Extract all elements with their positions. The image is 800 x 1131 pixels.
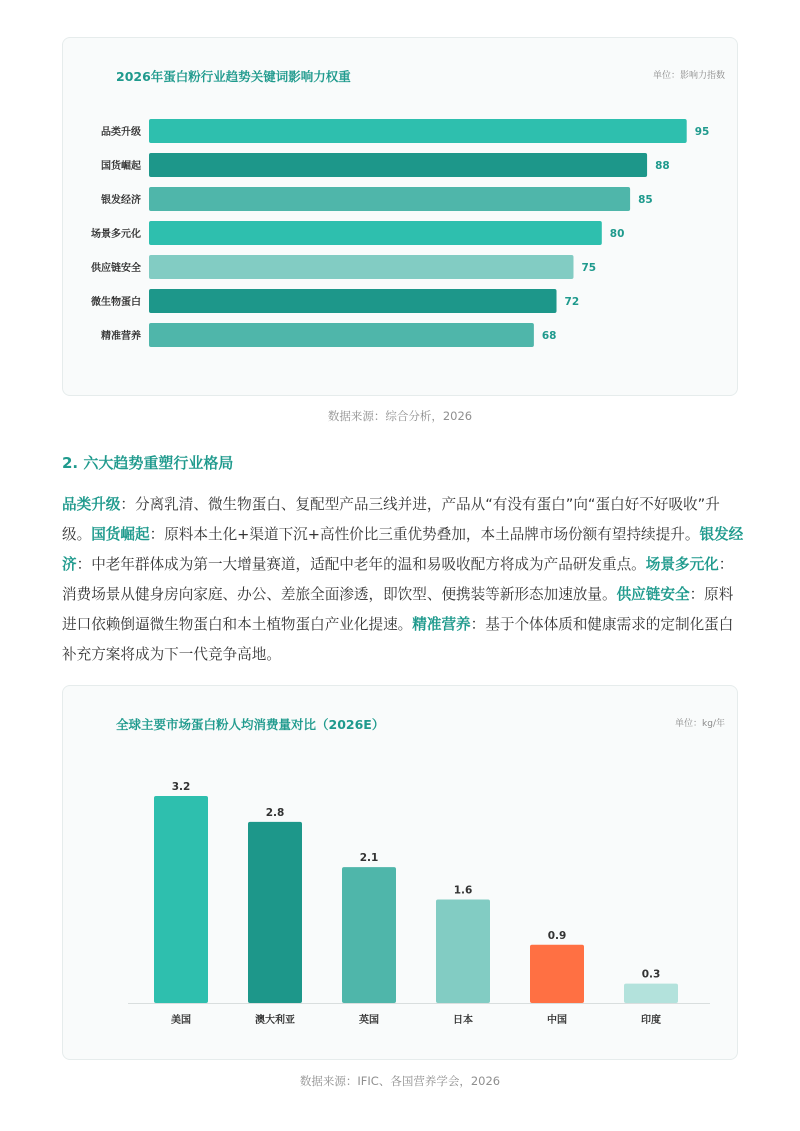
trend-text: ：基于个体体质和健康需求的定制化蛋白补充方案将成为下一代竞争高地。 [62,616,734,663]
bar [342,867,396,1003]
per-capita-consumption-chart [63,686,739,1061]
bar [149,221,602,245]
category-label: 印度 [641,1015,661,1026]
data-label: 85 [638,194,653,206]
trend-text: ：中老年群体成为第一大增量赛道，适配中老年的温和易吸收配方将成为产品研发重点。 [76,556,646,573]
bar [154,796,208,1003]
category-label: 英国 [359,1015,379,1026]
data-label: 0.3 [641,968,661,981]
trend-text: ：消费场景从健身房向家庭、办公、差旅全面渗透，即饮型、便携装等新形态加速放量。 [62,556,734,603]
data-label: 2.8 [265,806,285,819]
data-label: 2.1 [359,852,379,865]
trend-keyword: 供应链安全 [616,586,690,603]
trends-paragraph [62,490,746,670]
category-label: 美国 [171,1015,191,1026]
bar [149,323,534,347]
data-label: 75 [581,262,597,274]
chart2-source: 数据来源：IFIC、各国营养学会，2026 [299,1074,501,1088]
bar [149,119,687,143]
data-label: 3.2 [171,781,191,793]
data-label: 0.9 [547,929,567,942]
data-label: 68 [541,330,557,342]
category-label: 国货崛起 [101,161,141,172]
per-capita-consumption-chart-card [62,685,738,1060]
data-label: 80 [609,228,625,240]
bar [248,822,302,1003]
bar [149,153,647,177]
data-label: 95 [694,126,710,138]
category-label: 日本 [453,1015,473,1026]
trend-keyword: 品类升级 [62,496,121,513]
data-label: 88 [655,160,670,172]
bar [149,187,630,211]
chart1-source: 数据来源：综合分析，2026 [327,409,473,423]
category-label: 微生物蛋白 [91,297,141,308]
keyword-weight-chart-card [62,37,738,396]
bar [624,984,678,1003]
section-heading: 2. 六大趋势重塑行业格局 [62,454,234,472]
chart2-title: 全球主要市场蛋白粉人均消费量对比（2026E） [116,717,385,732]
bar [149,255,574,279]
trend-keyword: 场景多元化 [645,556,719,573]
category-label: 澳大利亚 [255,1015,295,1026]
trend-keyword: 国货崛起 [91,526,150,543]
category-label: 供应链安全 [91,263,141,274]
trend-text: ：原料进口依赖倒逼微生物蛋白和本土植物蛋白产业化提速。 [62,586,734,633]
trend-keyword: 银发经济 [62,526,744,573]
chart1-unit: 单位：影响力指数 [652,71,725,81]
category-label: 精准营养 [101,331,141,342]
data-label: 72 [564,296,580,308]
bar [149,289,557,313]
category-label: 品类升级 [101,127,141,138]
trend-text: ：原料本土化+渠道下沉+高性价比三重优势叠加，本土品牌市场份额有望持续提升。 [149,526,700,543]
trend-keyword: 精准营养 [412,616,471,633]
category-label: 银发经济 [101,195,141,206]
chart1-title: 2026年蛋白粉行业趋势关键词影响力权重 [116,69,351,84]
trend-text: ：分离乳清、微生物蛋白、复配型产品三线并进，产品从“有没有蛋白”向“蛋白好不好吸收”升级。 [62,496,720,543]
bar [530,945,584,1003]
bar [436,900,490,1004]
data-label: 1.6 [453,884,473,897]
chart2-unit: 单位：kg/年 [675,719,725,729]
category-label: 中国 [547,1015,567,1026]
category-label: 场景多元化 [91,229,141,240]
keyword-weight-chart [63,38,739,397]
